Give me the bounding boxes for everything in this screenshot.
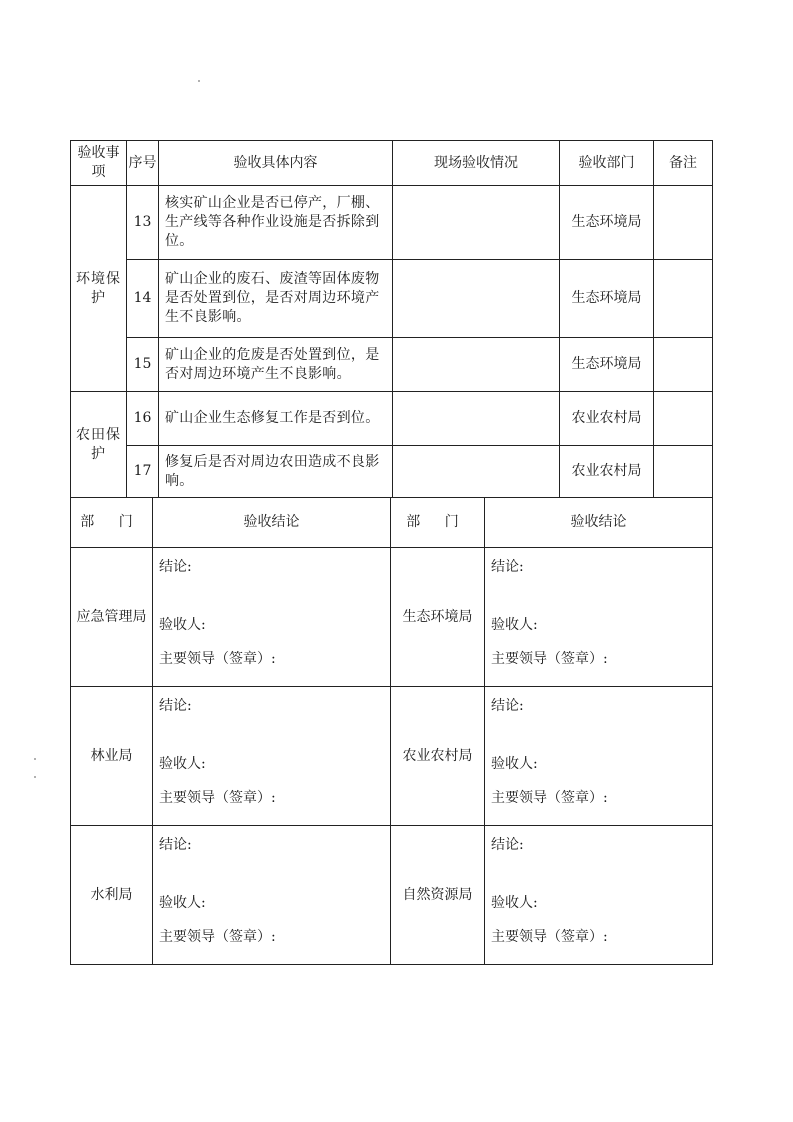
header-seq: 序号 (127, 141, 159, 186)
table-header-row (71, 141, 713, 186)
table-row (71, 260, 713, 338)
row-dept: 生态环境局 (560, 260, 654, 338)
conclusion-header-row (71, 498, 713, 548)
conclusion-label: 结论: (491, 559, 524, 575)
inspector-label: 验收人: (491, 895, 538, 911)
scan-speck (34, 776, 36, 778)
remark-cell[interactable] (654, 186, 713, 260)
conclusion-row (71, 687, 713, 826)
dept-name: 应急管理局 (71, 548, 153, 687)
dept-name: 生态环境局 (391, 548, 485, 687)
conclusion-label: 结论: (159, 559, 192, 575)
conclusion-cell[interactable] (153, 548, 391, 687)
row-content: 核实矿山企业是否已停产，厂棚、生产线等各种作业设施是否拆除到位。 (159, 186, 393, 260)
leader-signature-label: 主要领导（签章）: (491, 651, 608, 667)
conclusion-row (71, 826, 713, 965)
dept-name: 自然资源局 (391, 826, 485, 965)
section-farmland: 农田保护 (71, 392, 127, 498)
dept-name: 水利局 (71, 826, 153, 965)
inspector-label: 验收人: (159, 617, 206, 633)
table-row (71, 392, 713, 446)
remark-cell[interactable] (654, 338, 713, 392)
site-result-cell[interactable] (393, 186, 560, 260)
row-content: 矿山企业的废石、废渣等固体废物是否处置到位，是否对周边环境产生不良影响。 (159, 260, 393, 338)
row-content: 矿山企业生态修复工作是否到位。 (159, 392, 393, 446)
leader-signature-label: 主要领导（签章）: (159, 790, 276, 806)
conclusion-label: 结论: (491, 837, 524, 853)
row-seq: 14 (127, 260, 159, 338)
table-row (71, 446, 713, 498)
row-dept: 生态环境局 (560, 186, 654, 260)
leader-signature-label: 主要领导（签章）: (159, 929, 276, 945)
conclusion-label: 结论: (159, 837, 192, 853)
dept-name: 农业农村局 (391, 687, 485, 826)
header-item: 验收事项 (71, 141, 127, 186)
row-seq: 17 (127, 446, 159, 498)
row-seq: 13 (127, 186, 159, 260)
row-seq: 15 (127, 338, 159, 392)
inspector-label: 验收人: (159, 756, 206, 772)
header-remark: 备注 (654, 141, 713, 186)
conclusion-cell[interactable] (485, 687, 713, 826)
conclusion-cell[interactable] (153, 687, 391, 826)
leader-signature-label: 主要领导（签章）: (491, 929, 608, 945)
table-row (71, 186, 713, 260)
header-dept-right: 部 门 (391, 498, 485, 548)
header-conclusion-left: 验收结论 (153, 498, 391, 548)
leader-signature-label: 主要领导（签章）: (159, 651, 276, 667)
scan-speck (198, 80, 200, 82)
remark-cell[interactable] (654, 446, 713, 498)
inspector-label: 验收人: (159, 895, 206, 911)
section-environment: 环境保护 (71, 186, 127, 392)
conclusion-label: 结论: (159, 698, 192, 714)
conclusion-cell[interactable] (485, 826, 713, 965)
inspector-label: 验收人: (491, 617, 538, 633)
row-seq: 16 (127, 392, 159, 446)
conclusion-cell[interactable] (153, 826, 391, 965)
site-result-cell[interactable] (393, 338, 560, 392)
header-content: 验收具体内容 (159, 141, 393, 186)
site-result-cell[interactable] (393, 260, 560, 338)
row-dept: 农业农村局 (560, 392, 654, 446)
header-dept-left: 部 门 (71, 498, 153, 548)
inspector-label: 验收人: (491, 756, 538, 772)
remark-cell[interactable] (654, 392, 713, 446)
header-dept: 验收部门 (560, 141, 654, 186)
row-dept: 农业农村局 (560, 446, 654, 498)
row-content: 修复后是否对周边农田造成不良影响。 (159, 446, 393, 498)
header-conclusion-right: 验收结论 (485, 498, 713, 548)
dept-name: 林业局 (71, 687, 153, 826)
site-result-cell[interactable] (393, 392, 560, 446)
header-site: 现场验收情况 (393, 141, 560, 186)
leader-signature-label: 主要领导（签章）: (491, 790, 608, 806)
conclusion-table (70, 497, 713, 965)
acceptance-form (70, 140, 712, 965)
table-row (71, 338, 713, 392)
row-content: 矿山企业的危废是否处置到位，是否对周边环境产生不良影响。 (159, 338, 393, 392)
conclusion-cell[interactable] (485, 548, 713, 687)
inspection-table (70, 140, 713, 498)
row-dept: 生态环境局 (560, 338, 654, 392)
site-result-cell[interactable] (393, 446, 560, 498)
remark-cell[interactable] (654, 260, 713, 338)
conclusion-row (71, 548, 713, 687)
conclusion-label: 结论: (491, 698, 524, 714)
scan-speck (34, 758, 36, 760)
